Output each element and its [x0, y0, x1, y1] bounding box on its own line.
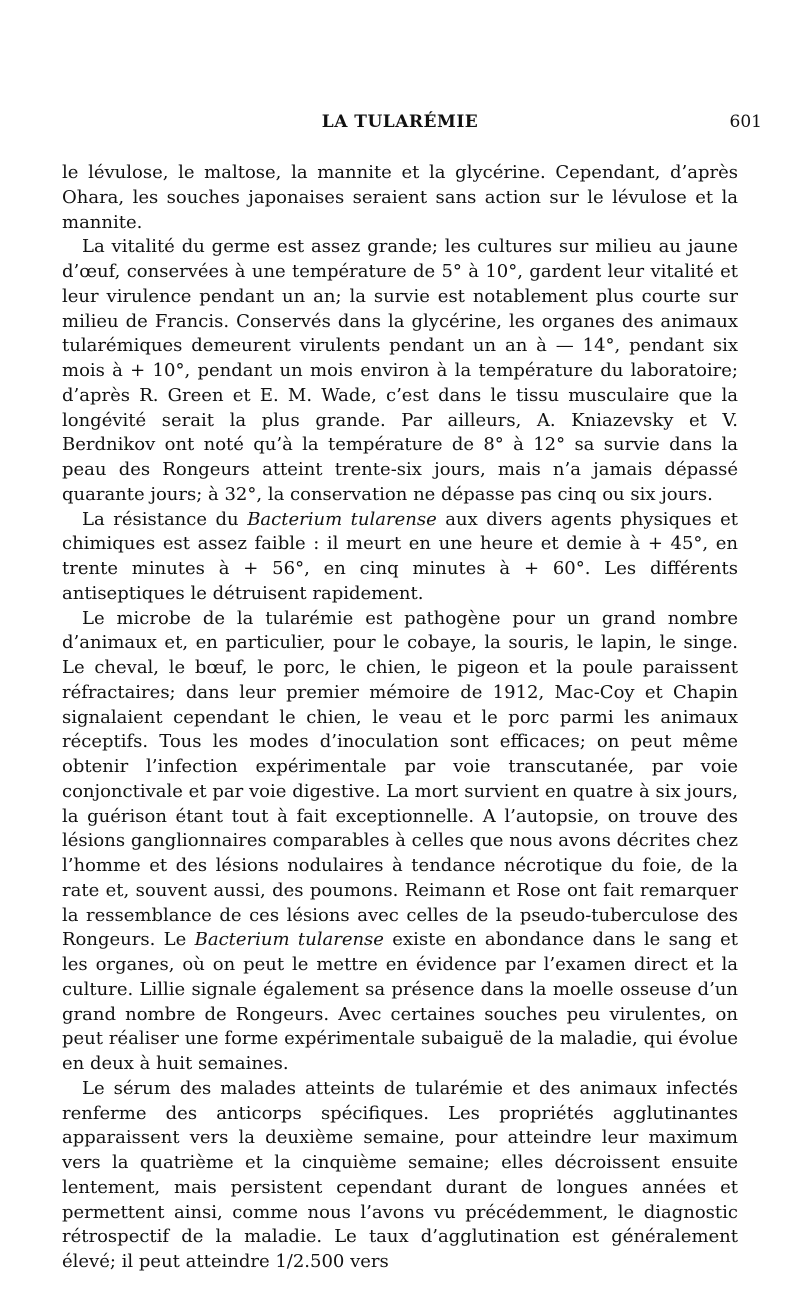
page-header: [0, 112, 800, 142]
page-number: 601: [729, 112, 762, 132]
paragraph-4-text-a: Le microbe de la tularémie est pathogène pour un grand nombre d’animaux et, en particulier, pour le cobaye, la souris, le lapin, le singe. Le cheval, le bœuf, le porc, le chien, le pigeon et la poule paraissent réfractaires; dans leur premier mémoire de 1912, Mac-Coy et Chapin signalaient cependant le chien, le veau et le porc parmi les animaux réceptifs. Tous les modes d’inoculation sont efficaces; on peut même obtenir l’infection expérimentale par voie transcutanée, par voie conjonctivale et par voie digestive. La mort survient en quatre à six jours, la guérison étant tout à fait exceptionnelle. A l’autopsie, on trouve des lésions ganglionnaires comparables à celles que nous avons décrites chez l’homme et des lésions nodulaires à tendance nécrotique du foie, de la rate et, souvent aussi, des poumons. Reimann et Rose ont fait remarquer la ressemblance de ces lésions avec celles de la pseudo-tuberculose des Rongeurs. Le: [62, 607, 738, 951]
body-text: [62, 161, 738, 1275]
running-title: LA TULARÉMIE: [321, 112, 479, 132]
paragraph-1: le lévulose, le maltose, la mannite et la glycérine. Cependant, d’après Ohara, les souches japonaises seraient sans action sur le lévulose et la mannite.: [62, 162, 738, 233]
species-name-italic: Bacterium tularense: [194, 929, 384, 951]
paragraph-3-text-b: aux divers agents physiques et chimiques est assez faible : il meurt en une heure et demie à + 45°, en trente minutes à + 56°, en cinq minutes à + 60°. Les différents antiseptiques le détruisent rapidement.: [62, 508, 738, 604]
species-name-italic: Bacterium tularense: [247, 508, 437, 530]
paragraph-4: [62, 607, 738, 1077]
paragraph-2: La vitalité du germe est assez grande; les cultures sur milieu au jaune d’œuf, conservées à une température de 5° à 10°, gardent leur vitalité et leur virulence pendant un an; la survie est notablement plus courte sur milieu de Francis. Conservés dans la glycérine, les organes des animaux tularémiques demeurent virulents pendant un an à — 14°, pendant six mois à + 10°, pendant un mois environ à la température du laboratoire; d’après R. Green et E. M. Wade, c’est dans le tissu musculaire que la longévité serait la plus grande. Par ailleurs, A. Kniazevsky et V. Berdnikov ont noté qu’à la température de 8° à 12° sa survie dans la peau des Rongeurs atteint trente-six jours, mais n’a jamais dépassé quarante jours; à 32°, la conservation ne dépasse pas cinq ou six jours.: [62, 236, 738, 505]
paragraph-5: Le sérum des malades atteints de tularémie et des animaux infectés renferme des anticorps spécifiques. Les propriétés agglutinantes apparaissent vers la deuxième semaine, pour atteindre leur maximum vers la quatrième et la cinquième semaine; elles décroissent ensuite lentement, mais persistent cependant durant de longues années et permettent ainsi, comme nous l’avons vu précédemment, le diagnostic rétrospectif de la maladie. Le taux d’agglutination est généralement élevé; il peut atteindre 1/2.500 vers: [62, 1077, 738, 1272]
paragraph-3-text-a: La résistance du: [82, 508, 239, 530]
paragraph-3: [62, 508, 738, 607]
paragraph-4-text-b: existe en abondance dans le sang et les organes, où on peut le mettre en évidence par l’examen direct et la culture. Lillie signale également sa présence dans la moelle osseuse d’un grand nombre de Rongeurs. Avec certaines souches peu virulentes, on peut réaliser une forme expérimentale subaiguë de la maladie, qui évolue en deux à huit semaines.: [62, 929, 738, 1074]
